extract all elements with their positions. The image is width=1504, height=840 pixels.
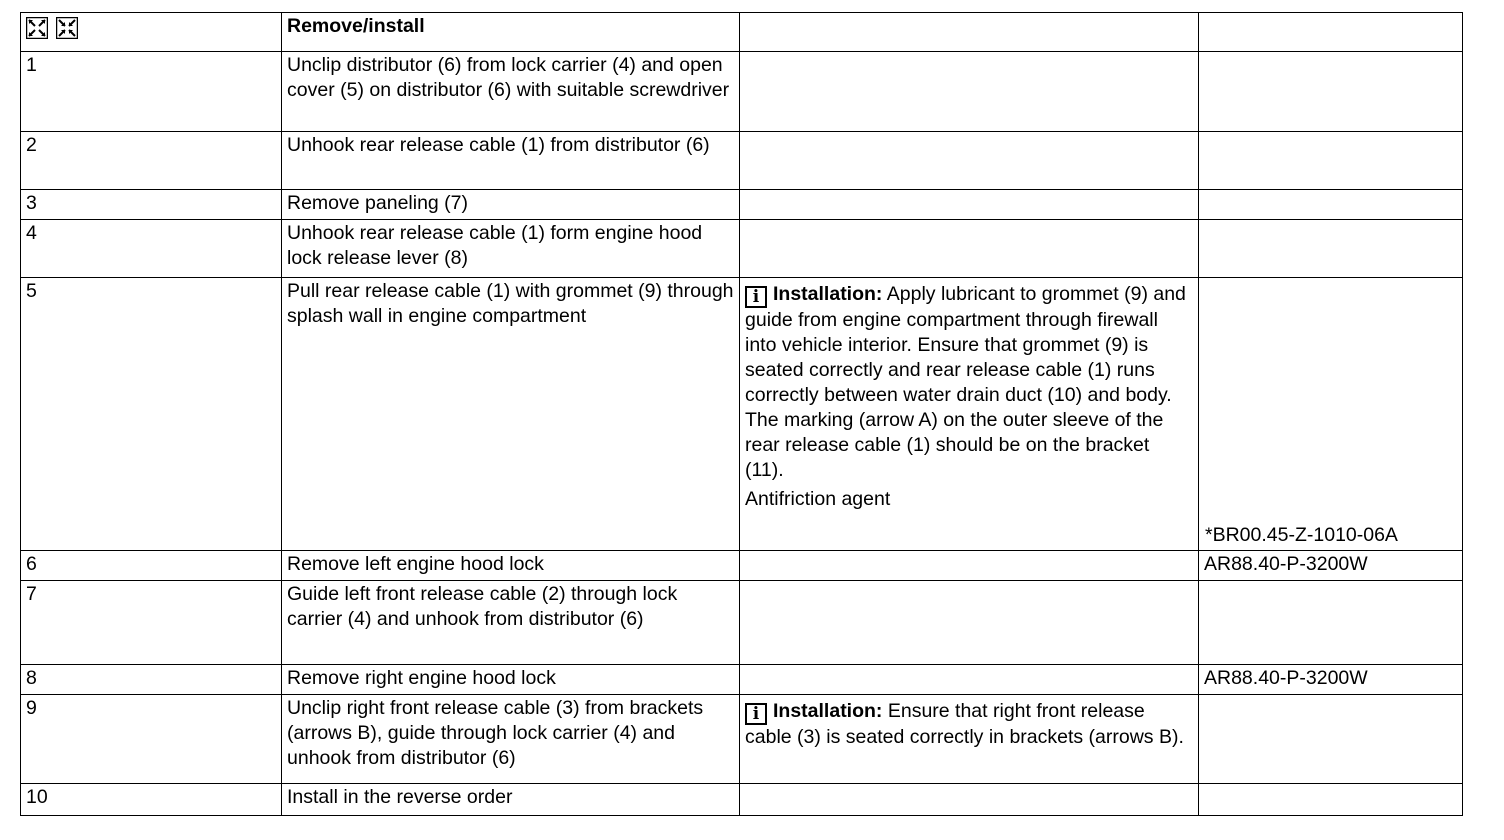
step-number: 5 [21,278,282,551]
procedure-table [20,12,1463,816]
step-text: Pull rear release cable (1) with grommet (9) through splash wall in engine compartment [282,278,740,551]
step-number: 3 [21,190,282,220]
info-icon: i [745,703,767,725]
step-text: Guide left front release cable (2) through lock carrier (4) and unhook from distributor (6) [282,581,740,665]
step-number: 10 [21,784,282,816]
ref-cell [1199,581,1463,665]
note-cell [740,784,1199,816]
step-number: 9 [21,695,282,784]
remove-icon [26,17,48,39]
step-number: 7 [21,581,282,665]
ref-cell [1199,220,1463,278]
table-row [21,695,1463,784]
note-label: Installation: [773,283,883,305]
step-text: Unhook rear release cable (1) from distributor (6) [282,132,740,190]
ref-cell [1199,278,1463,551]
install-icon [56,17,78,39]
note-cell [740,190,1199,220]
header-title-cell [282,13,740,52]
table-row [21,190,1463,220]
step-text: Remove left engine hood lock [282,551,740,581]
header-title: Remove/install [287,15,425,37]
ref-cell [1199,132,1463,190]
table-row [21,132,1463,190]
info-icon: i [745,286,767,308]
table-row [21,784,1463,816]
ref-cell [1199,190,1463,220]
table-row [21,665,1463,695]
step-text: Unclip right front release cable (3) from brackets (arrows B), guide through lock carrier (4) and unhook from distributor (6) [282,695,740,784]
step-text: Install in the reverse order [282,784,740,816]
table-row [21,278,1463,551]
ref-cell: AR88.40-P-3200W [1199,551,1463,581]
note-cell [740,220,1199,278]
step-number: 8 [21,665,282,695]
step-text: Unhook rear release cable (1) form engine hood lock release lever (8) [282,220,740,278]
table-row [21,551,1463,581]
ref-cell [1199,52,1463,132]
step-number: 6 [21,551,282,581]
step-text: Remove right engine hood lock [282,665,740,695]
note-cell [740,52,1199,132]
table-row [21,220,1463,278]
note-cell [740,278,1199,551]
step-number: 4 [21,220,282,278]
note-text: Ensure that right front release cable (3) is seated correctly in brackets (arrows B). [745,700,1184,748]
note-cell [740,132,1199,190]
ref-cell: AR88.40-P-3200W [1199,665,1463,695]
table-row [21,581,1463,665]
antifriction-label: Antifriction agent [745,488,891,510]
header-empty-cell [1199,13,1463,52]
note-cell [740,695,1199,784]
note-text: Apply lubricant to grommet (9) and guide from engine compartment through firewall into vehicle interior. Ensure that grommet (9) is seated correctly and rear release cable (1) runs correctly between water drain duct (10) and body. [745,283,1186,406]
step-number: 1 [21,52,282,132]
header-icons-cell [21,13,282,52]
ref-code: *BR00.45-Z-1010-06A [1205,524,1398,546]
note-cell [740,665,1199,695]
step-text: Unclip distributor (6) from lock carrier (4) and open cover (5) on distributor (6) with suitable screwdriver [282,52,740,132]
ref-cell [1199,695,1463,784]
step-text: Remove paneling (7) [282,190,740,220]
note-cell [740,581,1199,665]
step-number: 2 [21,132,282,190]
header-empty-cell [740,13,1199,52]
table-row [21,52,1463,132]
ref-cell [1199,784,1463,816]
note-label: Installation: [773,700,883,722]
table-header-row [21,13,1463,52]
note-extra: The marking (arrow A) on the outer sleeve of the rear release cable (1) should be on the bracket (11). [745,409,1164,481]
note-cell [740,551,1199,581]
